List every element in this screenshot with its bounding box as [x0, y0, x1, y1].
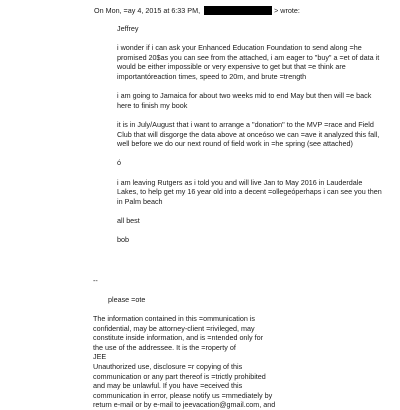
- disclaimer-line: communication in error, please notify us =mmediately by: [93, 390, 273, 400]
- disclaimer-line: constitute inside information, and is =ntended only for: [93, 333, 264, 343]
- greeting: Jeffrey: [117, 24, 139, 33]
- paragraph: i wonder if i can ask your Enhanced Education Foundation to send along =he promised 20$as you can see from the attached, i am eager to "buy" a =et of data it would be either impossible or very expensive to get but that =e think are importantóreaction times, speed to 20m, and brute =trength: [117, 43, 380, 81]
- disclaimer-line: The information contained in this =ommunication is: [93, 314, 256, 323]
- disclaimer-line: the use of the addressee. It is the =roperty of: [93, 342, 236, 352]
- disclaimer-line: JEE: [93, 352, 107, 362]
- signature: bob: [117, 235, 129, 245]
- paragraph: ó: [117, 158, 121, 168]
- notice-heading: please =ote: [108, 295, 146, 304]
- signature-separator: --: [93, 276, 98, 285]
- paragraph: i am going to Jamaica for about two weeks mid to end May but then will =e back here to finish my book: [117, 91, 372, 110]
- quoted-header: [94, 6, 300, 16]
- disclaimer-line: confidential, may be attorney-client =rivileged, may: [93, 323, 255, 333]
- closing: all best: [117, 215, 140, 225]
- redaction-block: [204, 6, 272, 15]
- quoted-header-suffix: > wrote:: [274, 6, 300, 15]
- quoted-message: [117, 24, 382, 254]
- paragraph: i am leaving Rutgers as i told you and will live Jan to May 2016 in Lauderdale Lakes, to help get my 16 year old into a decent =ollegeóperhaps i can see you then in Palm beach: [117, 177, 382, 206]
- disclaimer-line: and may be unlawful. If you have =eceived this: [93, 381, 243, 391]
- quoted-header-prefix: On Mon, =ay 4, 2015 at 6:33 PM,: [94, 6, 201, 15]
- disclaimer-line: Unauthorized use, disclosure =r copying of this: [93, 361, 243, 371]
- paragraph: it is in July/August that i want to arrange a "donation" to the MVP =race and Field Club that will disgorge the data above at onceóso we can =ave it analyzed this fall, well before we do our next round of field work in =he spring (see attached): [117, 119, 380, 149]
- disclaimer-line: communication or any part thereof is =trictly prohibited: [93, 371, 266, 381]
- disclaimer-line: return e-mail or by e-mail to jeevacation@gmail.com, and: [93, 400, 276, 410]
- disclaimer: [93, 314, 363, 410]
